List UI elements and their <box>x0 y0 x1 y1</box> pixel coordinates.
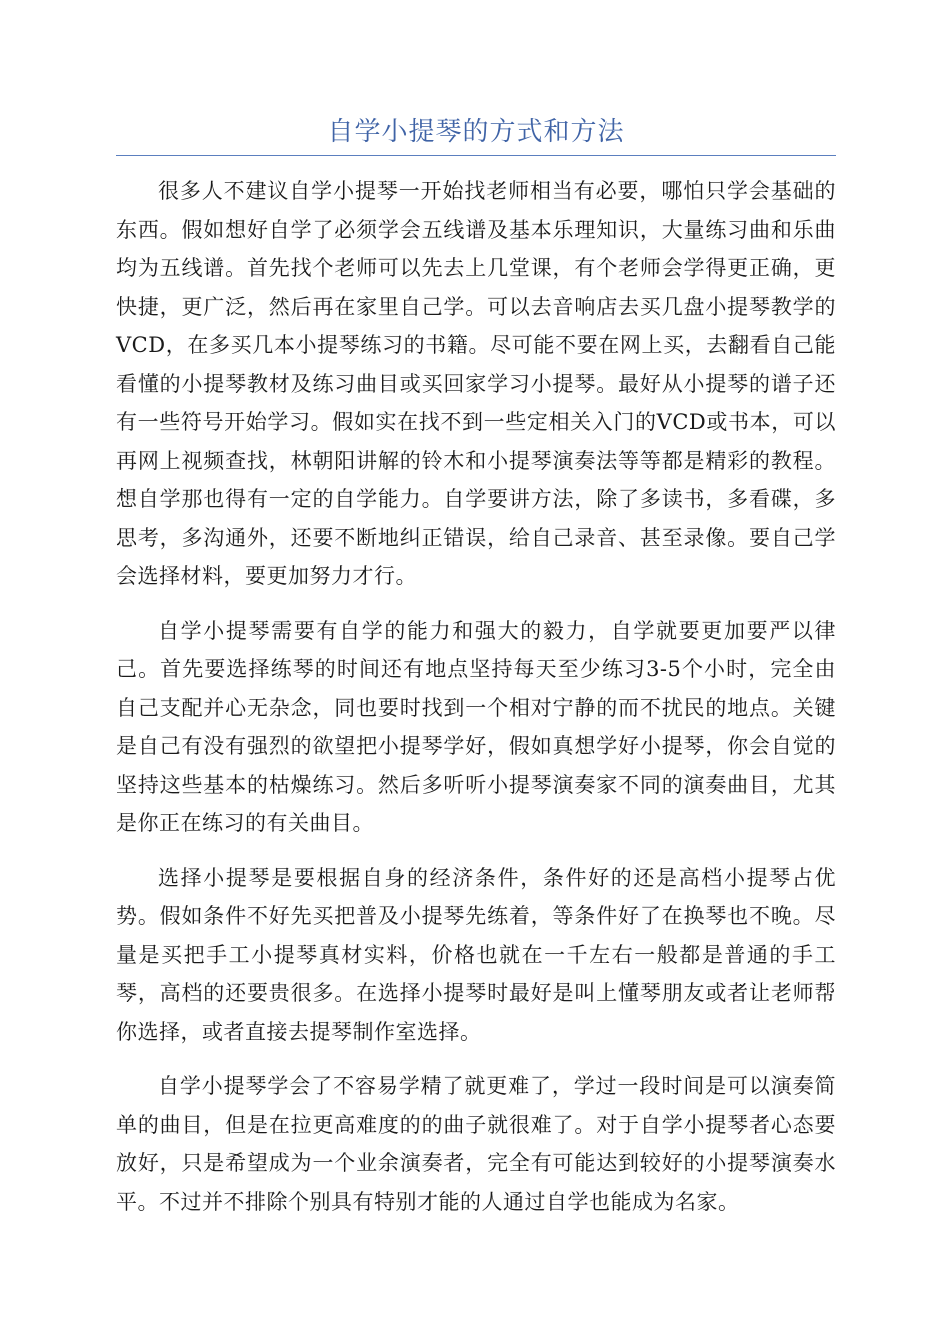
paragraph-2: 自学小提琴需要有自学的能力和强大的毅力，自学就要更加要严以律己。首先要选择练琴的时间还有地点坚持每天至少练习3-5个小时，完全由自己支配并心无杂念，同也要时找到一个相对宁静的而不扰民的地点。关键是自己有没有强烈的欲望把小提琴学好，假如真想学好小提琴，你会自觉的坚持这些基本的枯燥练习。然后多听听小提琴演奏家不同的演奏曲目，尤其是你正在练习的有关曲目。 <box>116 618 836 835</box>
document-body <box>116 172 836 1237</box>
paragraph-3: 选择小提琴是要根据自身的经济条件，条件好的还是高档小提琴占优势。假如条件不好先买把普及小提琴先练着，等条件好了在换琴也不晚。尽量是买把手工小提琴真材实料，价格也就在一千左右一般都是普通的手工琴，高档的还要贵很多。在选择小提琴时最好是叫上懂琴朋友或者让老师帮你选择，或者直接去提琴制作室选择。 <box>116 865 836 1044</box>
paragraph-4: 自学小提琴学会了不容易学精了就更难了，学过一段时间是可以演奏简单的曲目，但是在拉更高难度的的曲子就很难了。对于自学小提琴者心态要放好，只是希望成为一个业余演奏者，完全有可能达到较好的小提琴演奏水平。不过并不排除个别具有特别才能的人通过自学也能成为名家。 <box>116 1074 836 1214</box>
title-underline-rule <box>116 155 836 156</box>
paragraph-1: 很多人不建议自学小提琴一开始找老师相当有必要，哪怕只学会基础的东西。假如想好自学了必须学会五线谱及基本乐理知识，大量练习曲和乐曲均为五线谱。首先找个老师可以先去上几堂课，有个老师会学得更正确，更快捷，更广泛，然后再在家里自己学。可以去音响店去买几盘小提琴教学的VCD，在多买几本小提琴练习的书籍。尽可能不要在网上买，去翻看自己能看懂的小提琴教材及练习曲目或买回家学习小提琴。最好从小提琴的谱子还有一些符号开始学习。假如实在找不到一些定相关入门的VCD或书本，可以再网上视频查找，林朝阳讲解的铃木和小提琴演奏法等等都是精彩的教程。想自学那也得有一定的自学能力。自学要讲方法，除了多读书，多看碟，多思考，多沟通外，还要不断地纠正错误，给自己录音、甚至录像。要自己学会选择材料，要更加努力才行。 <box>116 179 836 588</box>
document-title: 自学小提琴的方式和方法 <box>327 117 625 147</box>
